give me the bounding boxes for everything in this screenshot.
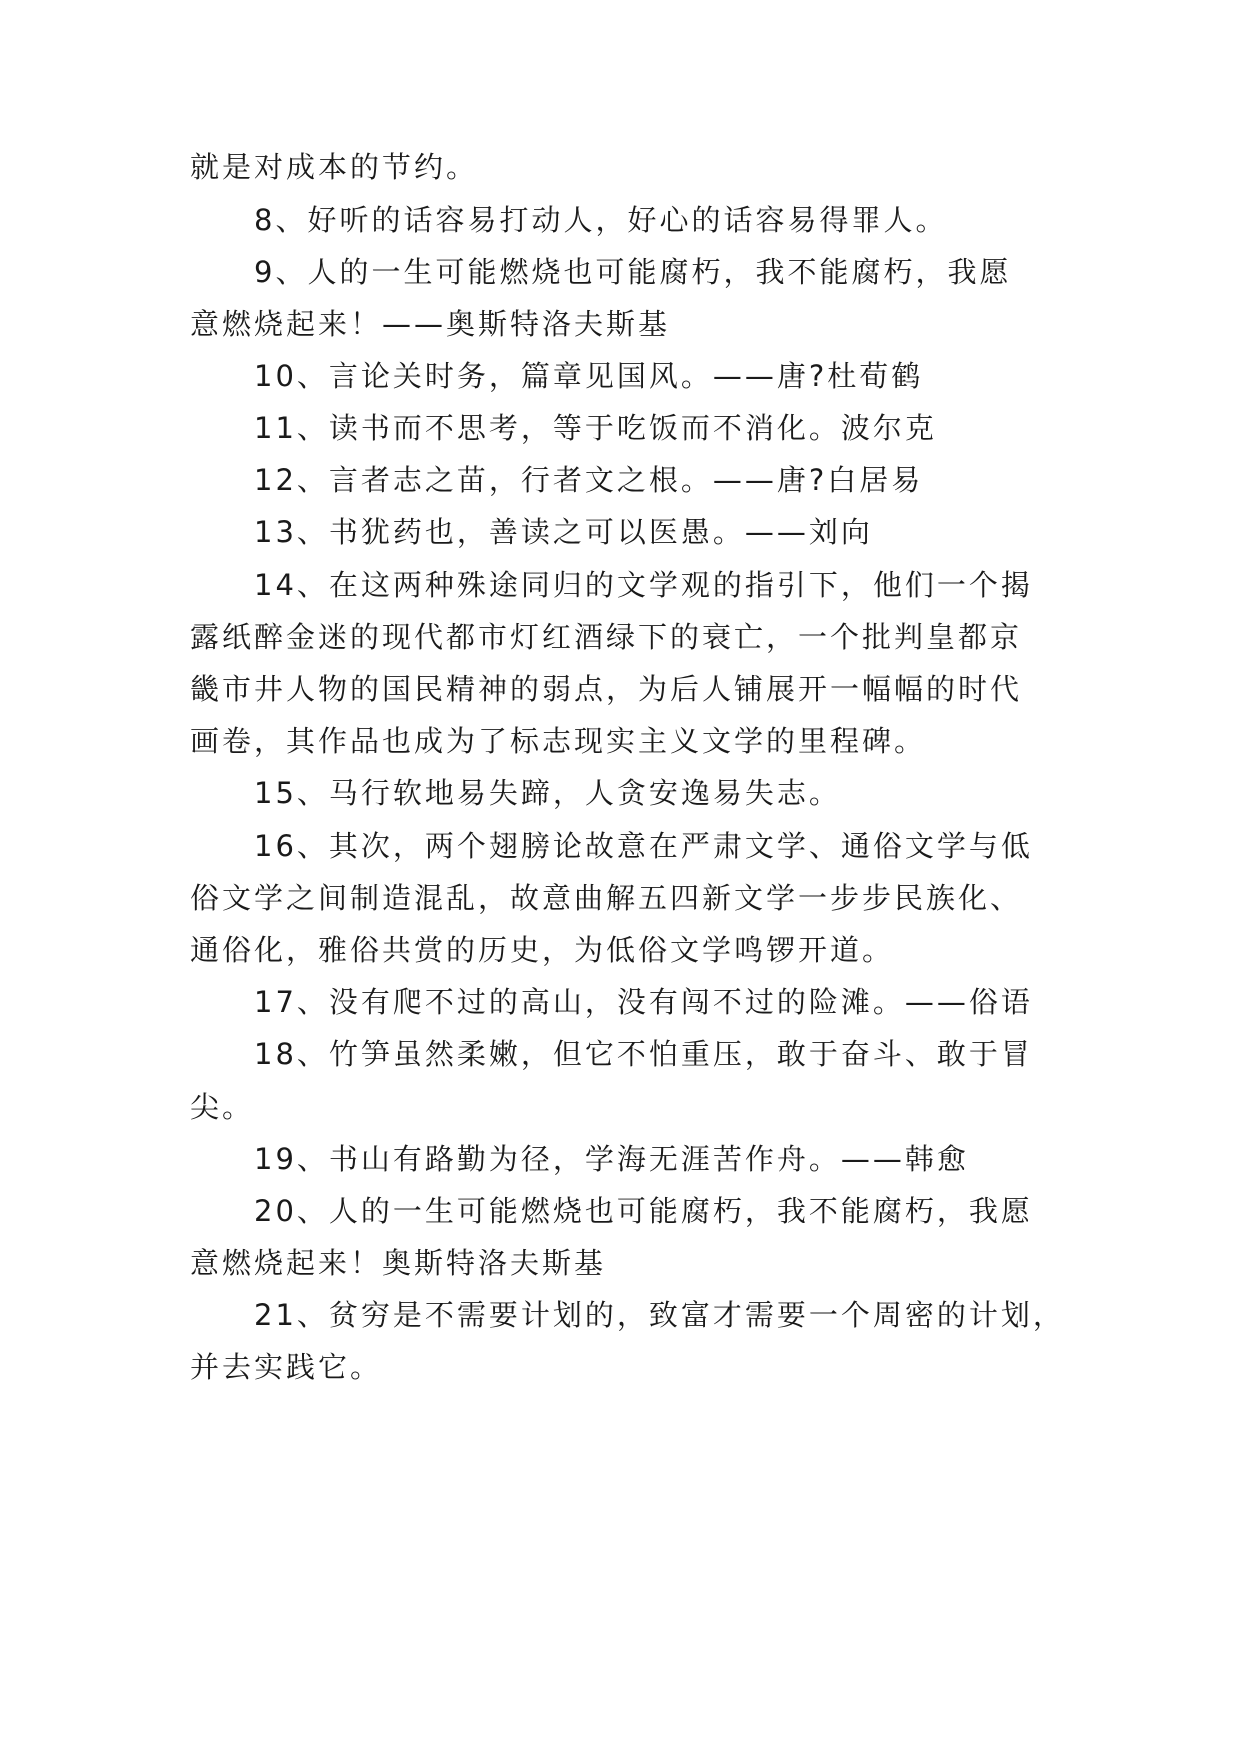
text-line: 露纸醉金迷的现代都市灯红酒绿下的衰亡，一个批判皇都京 bbox=[190, 620, 1023, 654]
text-line: 就是对成本的节约。 bbox=[190, 150, 479, 184]
quote-11: 11、读书而不思考，等于吃饭而不消化。波尔克 bbox=[254, 411, 937, 445]
quote-19: 19、书山有路勤为径，学海无涯苦作舟。——韩愈 bbox=[254, 1142, 969, 1176]
text-line: 意燃烧起来！——奥斯特洛夫斯基 bbox=[190, 307, 671, 341]
text-line: 通俗化，雅俗共赏的历史，为低俗文学鸣锣开道。 bbox=[190, 933, 895, 967]
quote-12: 12、言者志之苗，行者文之根。——唐?白居易 bbox=[254, 463, 924, 497]
quote-16: 16、其次，两个翅膀论故意在严肃文学、通俗文学与低 bbox=[254, 829, 1033, 863]
quote-17: 17、没有爬不过的高山，没有闯不过的险滩。——俗语 bbox=[254, 985, 1033, 1019]
text-line: 畿市井人物的国民精神的弱点，为后人铺展开一幅幅的时代 bbox=[190, 672, 1023, 706]
quote-10: 10、言论关时务，篇章见国风。——唐?杜荀鹤 bbox=[254, 359, 924, 393]
text-line: 并去实践它。 bbox=[190, 1350, 383, 1384]
quote-14: 14、在这两种殊途同归的文学观的指引下，他们一个揭 bbox=[254, 568, 1033, 602]
quote-15: 15、马行软地易失蹄，人贪安逸易失志。 bbox=[254, 776, 841, 810]
quote-20: 20、人的一生可能燃烧也可能腐朽，我不能腐朽，我愿 bbox=[254, 1194, 1033, 1228]
quote-21: 21、贫穷是不需要计划的，致富才需要一个周密的计划， bbox=[254, 1298, 1065, 1332]
text-line: 画卷，其作品也成为了标志现实主义文学的里程碑。 bbox=[190, 724, 927, 758]
text-line: 尖。 bbox=[190, 1090, 255, 1124]
quote-18: 18、竹笋虽然柔嫩，但它不怕重压，敢于奋斗、敢于冒 bbox=[254, 1037, 1033, 1071]
quote-8: 8、好听的话容易打动人，好心的话容易得罪人。 bbox=[254, 203, 948, 237]
quote-9: 9、人的一生可能燃烧也可能腐朽，我不能腐朽，我愿 bbox=[254, 255, 1012, 289]
text-line: 俗文学之间制造混乱，故意曲解五四新文学一步步民族化、 bbox=[190, 881, 1023, 915]
quote-13: 13、书犹药也，善读之可以医愚。——刘向 bbox=[254, 515, 873, 549]
text-line: 意燃烧起来！奥斯特洛夫斯基 bbox=[190, 1246, 607, 1280]
